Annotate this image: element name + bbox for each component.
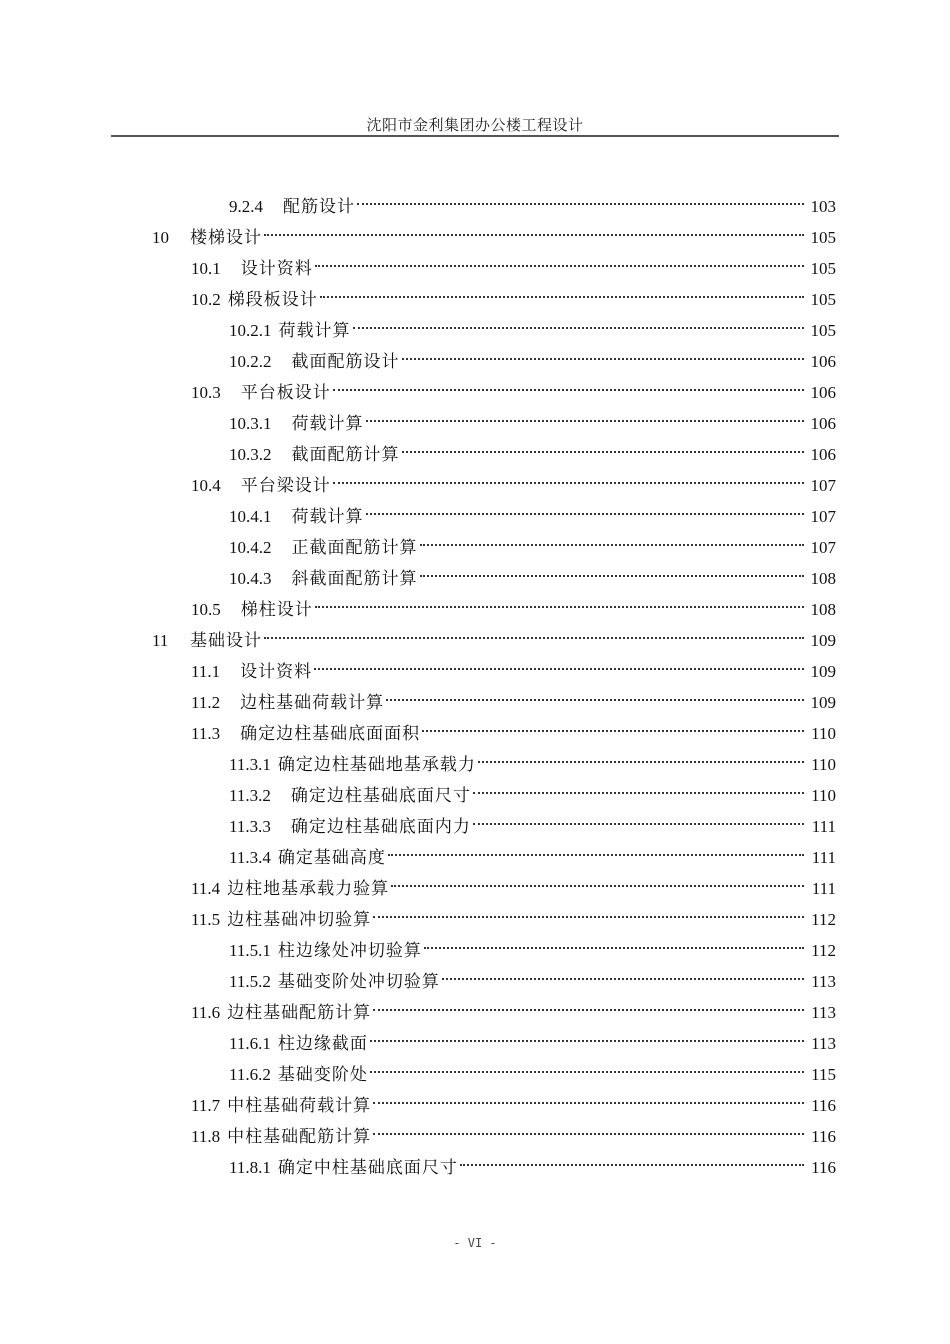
dot-leader <box>366 496 805 522</box>
dot-leader <box>366 403 805 429</box>
toc-entry-number: 10.3 <box>191 383 221 402</box>
toc-entry[interactable] <box>229 744 836 774</box>
toc-entry-page: 105 <box>810 228 836 247</box>
toc-entry-page: 110 <box>811 755 836 774</box>
toc-entry[interactable] <box>191 248 836 278</box>
toc-entry-number: 10.2 <box>191 290 221 309</box>
toc-entry[interactable] <box>229 806 836 836</box>
toc-entry[interactable] <box>229 775 836 805</box>
toc-entry[interactable] <box>229 837 836 867</box>
toc-entry-number: 11.3.3 <box>229 817 271 836</box>
toc-entry-number: 11 <box>152 631 169 650</box>
toc-entry-title: 基础变阶处冲切验算 <box>277 972 440 991</box>
dot-leader <box>478 744 804 770</box>
toc-entry-page: 106 <box>810 445 836 464</box>
toc-entry[interactable] <box>229 961 836 991</box>
toc-entry-page: 103 <box>810 197 836 216</box>
toc-entry-page: 116 <box>811 1127 836 1146</box>
toc-entry-title: 边柱基础荷载计算 <box>240 693 385 712</box>
toc-entry-number: 10.2.2 <box>229 352 272 371</box>
toc-entry-page: 110 <box>811 724 836 743</box>
toc-entry-title: 荷载计算 <box>291 414 364 433</box>
toc-entry-page: 105 <box>810 290 836 309</box>
toc-entry-title: 设计资料 <box>240 662 313 681</box>
toc-entry-page: 113 <box>811 1003 836 1022</box>
dot-leader <box>373 899 804 925</box>
dot-leader <box>420 527 805 553</box>
toc-entry-page: 112 <box>811 941 836 960</box>
toc-entry-number: 11.3.1 <box>229 755 271 774</box>
toc-entry-number: 11.2 <box>191 693 221 712</box>
toc-entry[interactable] <box>191 279 836 309</box>
toc-entry-number: 10.5 <box>191 600 221 619</box>
dot-leader <box>370 1054 804 1080</box>
toc-entry-page: 113 <box>811 1034 836 1053</box>
toc-entry-title: 楼梯设计 <box>190 228 262 247</box>
toc-entry-number: 10.2.1 <box>229 321 272 340</box>
dot-leader <box>333 465 804 491</box>
toc-entry-title: 确定边柱基础底面面积 <box>240 724 421 743</box>
page-number: - VI - <box>453 1236 497 1250</box>
toc-entry-title: 配筋设计 <box>283 197 355 216</box>
toc-entry-number: 10.4 <box>191 476 221 495</box>
toc-entry-number: 11.6.1 <box>229 1034 271 1053</box>
toc-entry-page: 106 <box>810 414 836 433</box>
toc-entry-page: 111 <box>811 848 836 867</box>
toc-entry-number: 11.3.2 <box>229 786 271 805</box>
toc-entry-page: 115 <box>811 1065 836 1084</box>
dot-leader <box>315 589 804 615</box>
dot-leader <box>402 434 805 460</box>
dot-leader <box>314 651 804 677</box>
toc-entry[interactable] <box>229 310 836 340</box>
toc-entry[interactable] <box>229 527 836 557</box>
toc-entry-page: 107 <box>810 476 836 495</box>
toc-entry-title: 确定边柱基础地基承载力 <box>277 755 476 774</box>
toc-entry-title: 边柱地基承载力验算 <box>227 879 390 898</box>
toc-entry-page: 106 <box>810 352 836 371</box>
dot-leader <box>370 1023 804 1049</box>
toc-entry-page: 116 <box>811 1096 836 1115</box>
toc-entry-page: 108 <box>810 569 836 588</box>
toc-entry-title: 中柱基础配筋计算 <box>227 1127 372 1146</box>
toc-entry-title: 荷载计算 <box>278 321 351 340</box>
toc-entry-number: 11.8 <box>191 1127 221 1146</box>
dot-leader <box>315 248 804 274</box>
dot-leader <box>420 558 805 584</box>
toc-entry-title: 基础设计 <box>190 631 262 650</box>
toc-entry-number: 11.6.2 <box>229 1065 271 1084</box>
toc-entry-page: 105 <box>810 321 836 340</box>
dot-leader <box>424 930 804 956</box>
toc-entry-number: 11.8.1 <box>229 1158 271 1177</box>
toc-entry-number: 11.5.1 <box>229 941 271 960</box>
dot-leader <box>391 868 804 894</box>
toc-entry-number: 11.6 <box>191 1003 221 1022</box>
toc-entry-title: 梯段板设计 <box>227 290 318 309</box>
toc-entry[interactable] <box>191 713 836 743</box>
toc-entry[interactable] <box>229 558 836 588</box>
toc-entry-number: 11.3 <box>191 724 221 743</box>
toc-entry[interactable] <box>191 992 836 1022</box>
toc-entry-title: 基础变阶处 <box>277 1065 368 1084</box>
toc-entry-page: 105 <box>810 259 836 278</box>
toc-entry[interactable] <box>191 868 836 898</box>
toc-entry-number: 10.3.2 <box>229 445 272 464</box>
toc-entry[interactable] <box>229 403 836 433</box>
dot-leader <box>388 837 804 863</box>
toc-entry-number: 10.4.2 <box>229 538 272 557</box>
toc-entry-number: 10.3.1 <box>229 414 272 433</box>
toc-entry[interactable] <box>191 589 836 619</box>
header-rule <box>111 135 839 137</box>
toc-entry-title: 平台梁设计 <box>240 476 331 495</box>
toc-entry[interactable] <box>191 465 836 495</box>
document-title: 沈阳市金利集团办公楼工程设计 <box>366 118 584 134</box>
toc-entry[interactable] <box>229 434 836 464</box>
dot-leader <box>264 620 804 646</box>
dot-leader <box>264 217 804 243</box>
toc-entry-title: 确定边柱基础底面内力 <box>290 817 471 836</box>
toc-entry-title: 确定基础高度 <box>277 848 386 867</box>
toc-entry-title: 截面配筋计算 <box>291 445 400 464</box>
toc-entry[interactable] <box>191 1085 836 1115</box>
toc-entry-title: 柱边缘截面 <box>277 1034 368 1053</box>
toc-entry-page: 111 <box>811 817 836 836</box>
toc-entry-page: 106 <box>810 383 836 402</box>
toc-entry-page: 116 <box>811 1158 836 1177</box>
dot-leader <box>357 186 804 212</box>
toc-entry[interactable] <box>229 496 836 526</box>
toc-entry[interactable] <box>152 620 836 650</box>
toc-entry[interactable] <box>191 372 836 402</box>
dot-leader <box>320 279 804 305</box>
dot-leader <box>442 961 804 987</box>
dot-leader <box>422 713 804 739</box>
toc-entry-page: 111 <box>811 879 836 898</box>
dot-leader <box>353 310 805 336</box>
toc-entry-number: 10.4.1 <box>229 507 272 526</box>
dot-leader <box>460 1147 804 1173</box>
toc-entry-number: 11.5.2 <box>229 972 271 991</box>
toc-entry-page: 110 <box>811 786 836 805</box>
toc-entry[interactable] <box>191 682 836 712</box>
toc-entry[interactable] <box>191 1116 836 1146</box>
toc-entry-page: 112 <box>811 910 836 929</box>
toc-entry-page: 109 <box>810 662 836 681</box>
toc-entry-number: 10.4.3 <box>229 569 272 588</box>
toc-entry-title: 边柱基础配筋计算 <box>227 1003 372 1022</box>
toc-entry[interactable] <box>229 1147 836 1177</box>
dot-leader <box>386 682 804 708</box>
toc-entry-title: 梯柱设计 <box>240 600 313 619</box>
toc-entry[interactable] <box>152 217 836 247</box>
toc-entry[interactable] <box>229 930 836 960</box>
toc-entry-page: 108 <box>810 600 836 619</box>
toc-entry-title: 边柱基础冲切验算 <box>227 910 372 929</box>
dot-leader <box>373 1116 804 1142</box>
dot-leader <box>402 341 805 367</box>
toc-entry-number: 10 <box>152 228 169 247</box>
toc-entry-number: 11.1 <box>191 662 221 681</box>
toc-entry-title: 柱边缘处冲切验算 <box>277 941 422 960</box>
toc-entry[interactable] <box>229 1054 836 1084</box>
toc-entry-title: 截面配筋设计 <box>291 352 400 371</box>
dot-leader <box>333 372 804 398</box>
toc-entry[interactable] <box>191 651 836 681</box>
dot-leader <box>373 1085 804 1111</box>
toc-entry-number: 11.7 <box>191 1096 221 1115</box>
toc-entry-number: 11.4 <box>191 879 221 898</box>
toc-entry-page: 109 <box>810 693 836 712</box>
toc-entry[interactable] <box>229 186 836 216</box>
toc-entry-number: 10.1 <box>191 259 221 278</box>
toc-entry[interactable] <box>191 899 836 929</box>
dot-leader <box>373 992 804 1018</box>
toc-entry-number: 11.3.4 <box>229 848 271 867</box>
toc-entry[interactable] <box>229 341 836 371</box>
toc-entry-page: 107 <box>810 507 836 526</box>
toc-entry-page: 113 <box>811 972 836 991</box>
toc-entry-title: 确定边柱基础底面尺寸 <box>290 786 471 805</box>
toc-entry-title: 正截面配筋计算 <box>291 538 418 557</box>
toc-entry-title: 平台板设计 <box>240 383 331 402</box>
dot-leader <box>473 806 804 832</box>
toc-entry-page: 107 <box>810 538 836 557</box>
toc-entry-title: 斜截面配筋计算 <box>291 569 418 588</box>
dot-leader <box>473 775 804 801</box>
toc-entry-title: 确定中柱基础底面尺寸 <box>277 1158 458 1177</box>
toc-entry-title: 中柱基础荷载计算 <box>227 1096 372 1115</box>
toc-entry-page: 109 <box>810 631 836 650</box>
toc-entry-number: 9.2.4 <box>229 197 263 216</box>
toc-entry[interactable] <box>229 1023 836 1053</box>
toc-entry-number: 11.5 <box>191 910 221 929</box>
toc-entry-title: 设计资料 <box>240 259 313 278</box>
toc-entry-title: 荷载计算 <box>291 507 364 526</box>
